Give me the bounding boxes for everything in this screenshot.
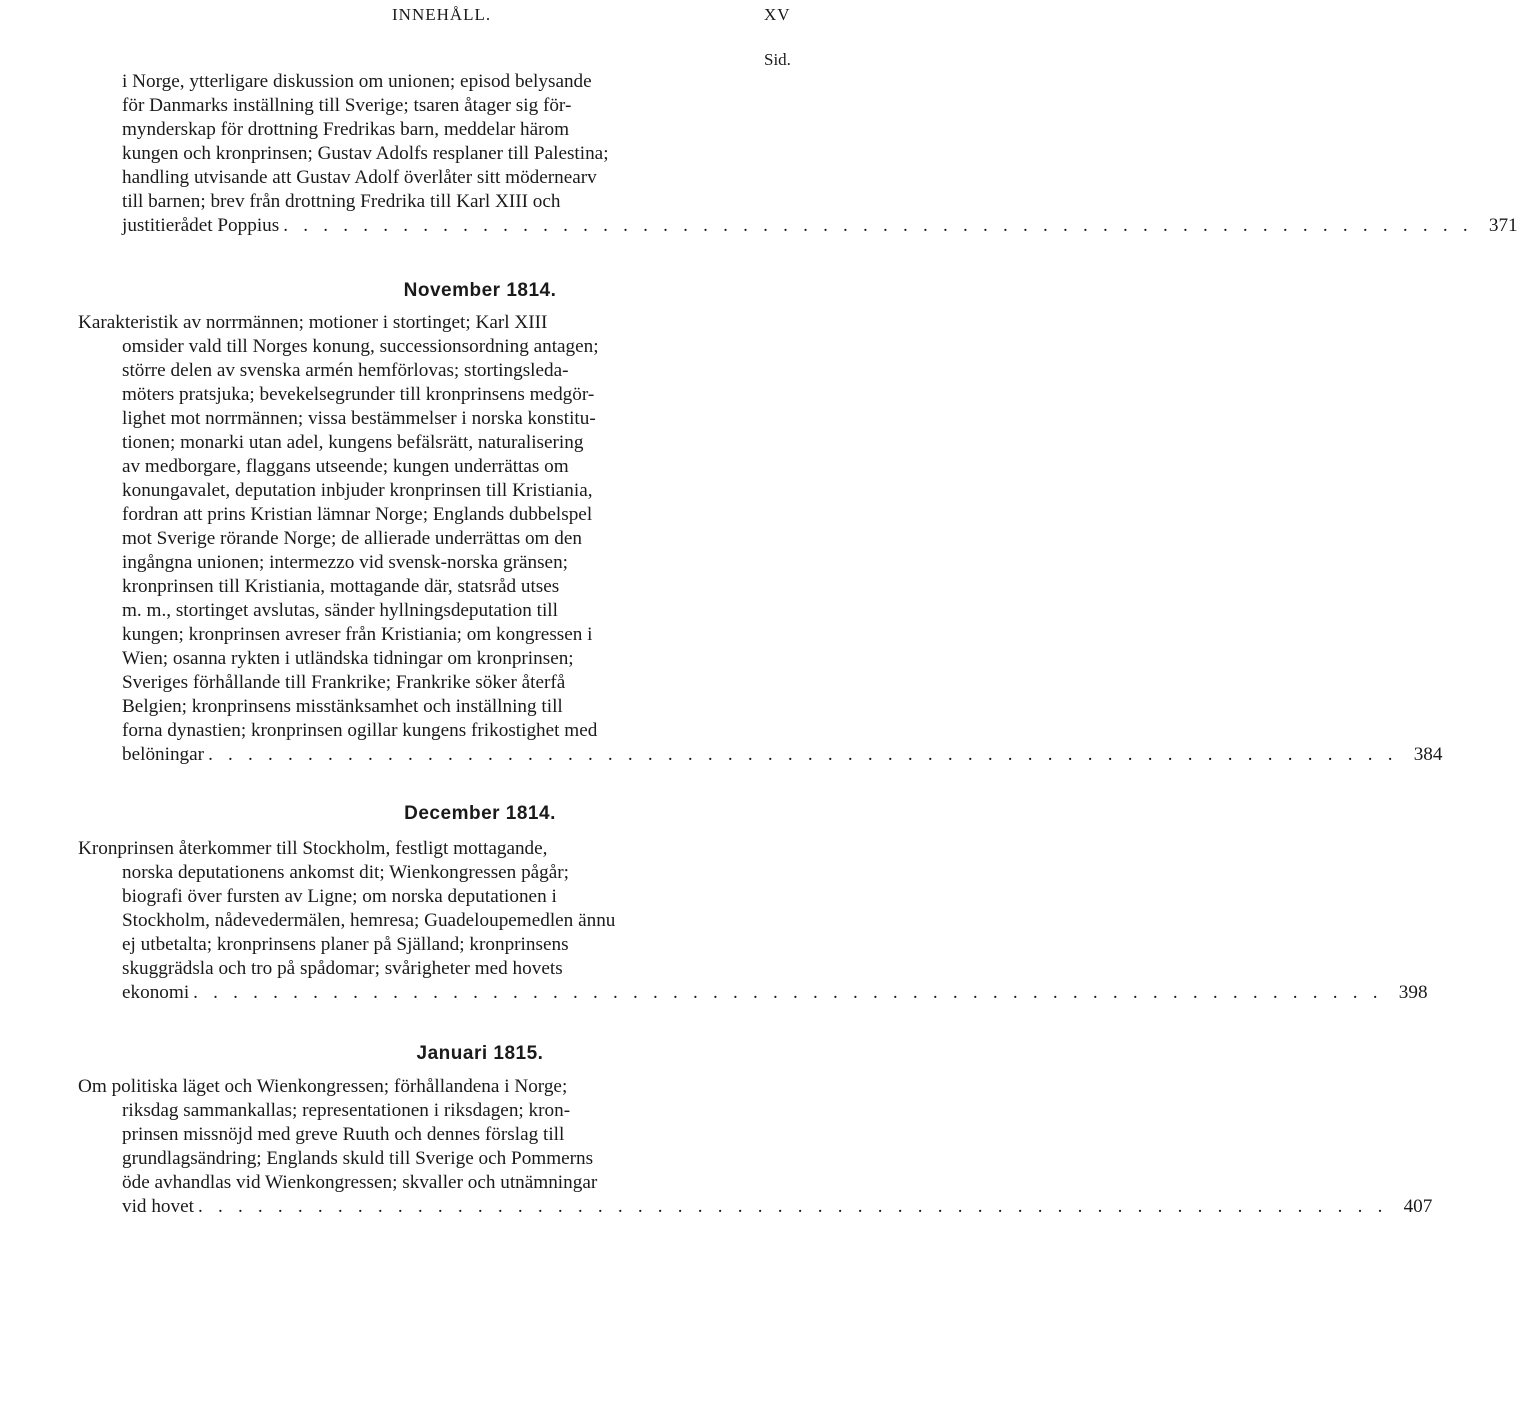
entry-text-line: tionen; monarki utan adel, kungens befälsrätt, naturalisering: [122, 432, 584, 453]
entry-text-line: handling utvisande att Gustav Adolf överlåter sitt mödernearv: [122, 167, 597, 188]
entry-text-line: möters pratsjuka; bevekelsegrunder till kronprinsens medgör-: [122, 384, 595, 405]
entry-text-line: kungen; kronprinsen avreser från Kristiania; om kongressen i: [122, 624, 593, 645]
section-heading-januari-1815: Januari 1815.: [416, 1043, 544, 1064]
dot-leader: . . . . . . . . . . . . . . . . . . . . . . . . . . . . . . . . . . . . . . . . . . . . . . . . . . . . . . . . . . . .: [193, 982, 1393, 1003]
entry-text-line: Sveriges förhållande till Frankrike; Frankrike söker återfå: [122, 672, 566, 693]
entry-text-line: mynderskap för drottning Fredrikas barn, meddelar härom: [122, 119, 570, 140]
entry-text-line: norska deputationens ankomst dit; Wienkongressen pågår;: [122, 862, 570, 883]
entry-text-line: m. m., stortinget avslutas, sänder hyllningsdeputation till: [122, 600, 558, 621]
entry-leader-line: [122, 214, 1518, 238]
entry-leader-line: [122, 1195, 1433, 1219]
entry-text-line: för Danmarks inställning till Sverige; tsaren åtager sig för-: [122, 95, 572, 116]
entry-text-line: grundlagsändring; Englands skuld till Sverige och Pommerns: [122, 1148, 594, 1169]
entry-text-line: biografi över fursten av Ligne; om norska deputationen i: [122, 886, 557, 907]
entry-text-line: Belgien; kronprinsens misstänksamhet och inställning till: [122, 696, 563, 717]
dot-leader: . . . . . . . . . . . . . . . . . . . . . . . . . . . . . . . . . . . . . . . . . . . . . . . . . . . . . . . . . . . .: [208, 744, 1408, 765]
page-reference: 384: [1413, 744, 1443, 765]
entry-leader-line: [122, 743, 1443, 767]
entry-text-line: större delen av svenska armén hemförlovas; stortingsleda-: [122, 360, 569, 381]
entry-text-line: lighet mot norrmännen; vissa bestämmelser i norska konstitu-: [122, 408, 596, 429]
entry-text-line: mot Sverige rörande Norge; de allierade underrättas om den: [122, 528, 582, 549]
entry-text-line: till barnen; brev från drottning Fredrika till Karl XIII och: [122, 191, 561, 212]
toc-entry-november-1814: [78, 311, 1443, 767]
entry-text-line: prinsen missnöjd med greve Ruuth och dennes förslag till: [122, 1124, 565, 1145]
dot-leader: . . . . . . . . . . . . . . . . . . . . . . . . . . . . . . . . . . . . . . . . . . . . . . . . . . . . . . . . . . . .: [197, 1196, 1398, 1217]
entry-text-line: fordran att prins Kristian lämnar Norge; Englands dubbelspel: [122, 504, 593, 525]
entry-text-line: Om politiska läget och Wienkongressen; förhållandena i Norge;: [78, 1076, 568, 1097]
section-heading-november-1814: November 1814.: [403, 280, 557, 301]
page-reference: 407: [1403, 1196, 1433, 1217]
entry-text-line: konungavalet, deputation inbjuder kronprinsen till Kristiania,: [122, 480, 593, 501]
entry-last-text: ekonomi: [122, 982, 190, 1003]
entry-text-line: i Norge, ytterligare diskussion om unionen; episod belysande: [122, 71, 592, 92]
entry-text-line: omsider vald till Norges konung, successionsordning antagen;: [122, 336, 599, 357]
roman-page-number: XV: [764, 5, 791, 24]
entry-text-line: ingångna unionen; intermezzo vid svensk-norska gränsen;: [122, 552, 568, 573]
entry-text-line: av medborgare, flaggans utseende; kungen underrättas om: [122, 456, 569, 477]
entry-text-line: Wien; osanna rykten i utländska tidningar om kronprinsen;: [122, 648, 574, 669]
entry-text-line: forna dynastien; kronprinsen ogillar kungens frikostighet med: [122, 720, 598, 741]
running-title: INNEHÅLL.: [392, 5, 492, 24]
entry-last-text: justitierådet Poppius: [122, 215, 280, 236]
entry-text-line: Stockholm, nådevedermälen, hemresa; Guadeloupemedlen ännu: [122, 910, 616, 931]
page-reference: 398: [1398, 982, 1428, 1003]
dot-leader: . . . . . . . . . . . . . . . . . . . . . . . . . . . . . . . . . . . . . . . . . . . . . . . . . . . . . . . . . . . .: [283, 215, 1483, 236]
entry-last-text: vid hovet: [122, 1196, 194, 1217]
toc-entry-continuation: [122, 70, 1518, 238]
toc-entry-januari-1815: [78, 1075, 1433, 1219]
entry-text-line: ej utbetalta; kronprinsens planer på Själland; kronprinsens: [122, 934, 569, 955]
entry-text-line: skuggrädsla och tro på spådomar; svårigheter med hovets: [122, 958, 563, 979]
entry-text-line: kungen och kronprinsen; Gustav Adolfs resplaner till Palestina;: [122, 143, 609, 164]
page-column-label: Sid.: [764, 50, 791, 69]
running-header: [0, 5, 960, 29]
entry-text-line: Karakteristik av norrmännen; motioner i stortinget; Karl XIII: [78, 312, 548, 333]
entry-text-line: kronprinsen till Kristiania, mottagande där, statsråd utses: [122, 576, 560, 597]
page-reference: 371: [1488, 215, 1518, 236]
entry-last-text: belöningar: [122, 744, 205, 765]
entry-text-line: öde avhandlas vid Wienkongressen; skvaller och utnämningar: [122, 1172, 598, 1193]
entry-text-line: riksdag sammankallas; representationen i riksdagen; kron-: [122, 1100, 571, 1121]
entry-leader-line: [122, 981, 1428, 1005]
toc-entry-december-1814: [78, 837, 1428, 1005]
entry-text-line: Kronprinsen återkommer till Stockholm, festligt mottagande,: [78, 838, 548, 859]
section-heading-december-1814: December 1814.: [404, 803, 556, 824]
